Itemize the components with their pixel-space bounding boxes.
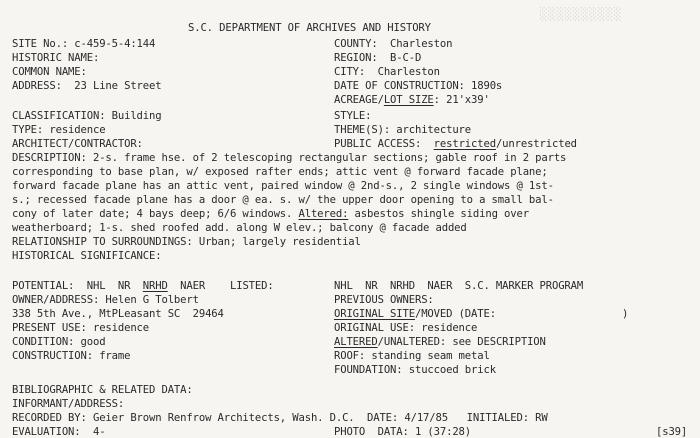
faded-stamp: ░░░░░░░░░░: [540, 7, 623, 21]
recorded-by: RECORDED BY: Geier Brown Renfrow Architects, Wash. D.C. DATE: 4/17/85 INITIALED: RW: [12, 412, 548, 424]
description-line-1: DESCRIPTION: 2-s. frame hse. of 2 telescoping rectangular sections; gable roof in 2 parts: [12, 152, 567, 164]
altered-selected: ALTERED: [334, 336, 378, 348]
historical-significance: HISTORICAL SIGNIFICANCE:: [12, 250, 162, 262]
acreage-lot-size: [334, 94, 490, 106]
altered-unaltered: [334, 336, 546, 348]
owner-address: OWNER/ADDRESS: Helen G Tolbert: [12, 294, 199, 306]
county: COUNTY: Charleston: [334, 38, 453, 50]
region: REGION: B-C-D: [334, 52, 422, 64]
public-access-label: PUBLIC ACCESS:: [334, 138, 434, 150]
public-access: [334, 138, 577, 150]
type: TYPE: residence: [12, 124, 106, 136]
condition: CONDITION: good: [12, 336, 106, 348]
altered-rest: /UNALTERED: see DESCRIPTION: [377, 336, 546, 348]
city: CITY: Charleston: [334, 66, 440, 78]
description-line-5: [12, 208, 529, 220]
original-site-rest: /MOVED (DATE:: [414, 308, 496, 320]
altered-label: Altered:: [298, 208, 349, 220]
original-use: ORIGINAL USE: residence: [334, 322, 478, 334]
architect-contractor: ARCHITECT/CONTRACTOR:: [12, 138, 143, 150]
themes: THEME(S): architecture: [334, 124, 472, 136]
description-line-4: s.; recessed facade plane has a door @ ea. s. w/ the upper door opening to a small bal-: [12, 194, 554, 206]
style: STYLE:: [334, 110, 372, 122]
classification: CLASSIFICATION: Building: [12, 110, 162, 122]
owner-address-line-2: 338 5th Ave., MtPLeasant SC 29464: [12, 308, 224, 320]
historic-name: HISTORIC NAME:: [12, 52, 100, 64]
public-access-selected: restricted: [433, 138, 496, 150]
roof: ROOF: standing seam metal: [334, 350, 490, 362]
potential-nrhd: NRHD: [142, 280, 168, 292]
photo-data: PHOTO DATA: 1 (37:28): [334, 426, 472, 438]
site-no: SITE No.: c-459-5-4:144: [12, 38, 156, 50]
public-access-rest: /unrestricted: [495, 138, 577, 150]
original-site-label: ORIGINAL SITE: [334, 308, 415, 320]
description-line-6: weatherboard; 1-s. shed roofed add. along W elev.; balcony @ facade added: [12, 222, 467, 234]
potential-pre: POTENTIAL: NHL NR: [12, 280, 143, 292]
description-line-5-post: asbestos shingle siding over: [348, 208, 529, 220]
card-title: S.C. DEPARTMENT OF ARCHIVES AND HISTORY: [188, 22, 431, 34]
foundation: FOUNDATION: stuccoed brick: [334, 364, 496, 376]
lot-size-label: LOT SIZE: [383, 94, 434, 106]
description-line-5-pre: cony of later date; 4 bays deep; 6/6 windows.: [12, 208, 299, 220]
original-site-moved: [334, 308, 496, 320]
relationship-to-surroundings: RELATIONSHIP TO SURROUNDINGS: Urban; largely residential: [12, 236, 361, 248]
previous-owners: PREVIOUS OWNERS:: [334, 294, 434, 306]
lot-size-value: : 21'x39': [433, 94, 490, 106]
listed-options: NHL NR NRHD NAER S.C. MARKER PROGRAM: [334, 280, 584, 292]
evaluation: EVALUATION: 4-: [12, 426, 106, 438]
potential: [12, 280, 274, 292]
acreage-label: ACREAGE/: [334, 94, 384, 106]
informant-address: INFORMANT/ADDRESS:: [12, 398, 125, 410]
description-line-2: corresponding to base plan, w/ exposed rafter ends; attic vent @ forward facade plane;: [12, 166, 548, 178]
construction: CONSTRUCTION: frame: [12, 350, 131, 362]
photo-tag: [s39]: [656, 426, 688, 438]
bibliographic-data: BIBLIOGRAPHIC & RELATED DATA:: [12, 384, 193, 396]
present-use: PRESENT USE: residence: [12, 322, 150, 334]
original-site-close: ): [622, 308, 629, 320]
description-line-3: forward facade plane has an attic vent, paired window @ 2nd-s., 2 single windows @ 1st-: [12, 180, 554, 192]
date-of-construction: DATE OF CONSTRUCTION: 1890s: [334, 80, 503, 92]
potential-post: NAER LISTED:: [167, 280, 274, 292]
address: ADDRESS: 23 Line Street: [12, 80, 162, 92]
common-name: COMMON NAME:: [12, 66, 87, 78]
